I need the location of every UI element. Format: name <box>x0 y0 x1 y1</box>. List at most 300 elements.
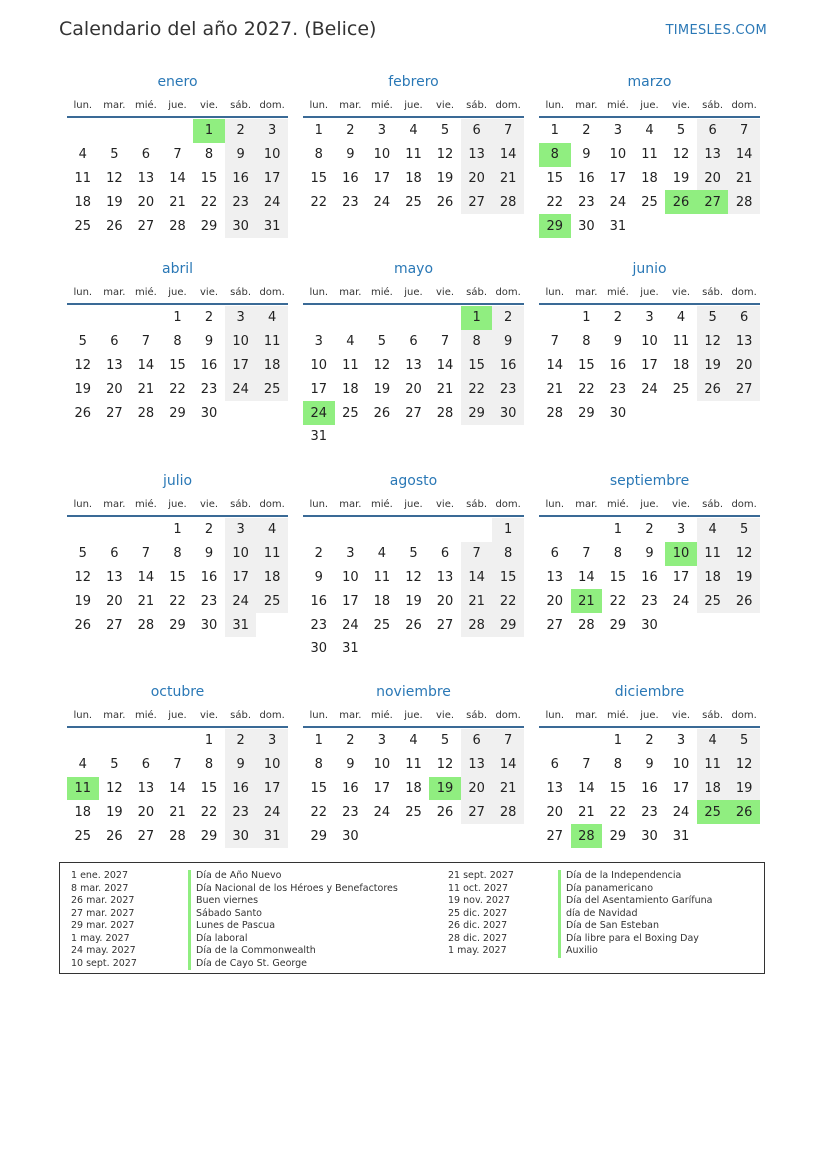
day-cell[interactable]: 26 <box>405 617 422 633</box>
day-cell[interactable]: 16 <box>225 167 257 191</box>
day-cell[interactable]: 11 <box>641 147 658 163</box>
day-cell[interactable]: 4 <box>346 334 355 350</box>
day-cell[interactable]: 27 <box>461 190 493 214</box>
day-cell[interactable]: 10 <box>672 757 690 773</box>
day-cell[interactable]: 6 <box>409 334 418 350</box>
day-cell[interactable]: 22 <box>609 593 627 609</box>
day-cell[interactable]: 19 <box>672 170 690 186</box>
day-cell[interactable]: 22 <box>578 381 595 397</box>
day-cell[interactable]: 19 <box>436 170 454 186</box>
day-cell[interactable]: 16 <box>578 170 595 186</box>
day-cell[interactable]: 10 <box>665 542 697 566</box>
day-cell[interactable]: 8 <box>613 546 623 562</box>
day-cell[interactable]: 15 <box>578 357 595 373</box>
day-cell[interactable]: 5 <box>440 733 450 749</box>
day-cell[interactable]: 30 <box>225 824 257 848</box>
day-cell[interactable]: 26 <box>74 617 92 633</box>
day-cell[interactable]: 24 <box>672 804 690 820</box>
day-cell[interactable]: 4 <box>697 518 729 542</box>
day-cell[interactable]: 27 <box>461 800 493 824</box>
day-cell[interactable]: 5 <box>697 306 729 330</box>
day-cell[interactable]: 4 <box>78 757 87 773</box>
day-cell[interactable]: 17 <box>256 167 288 191</box>
day-cell[interactable]: 16 <box>641 569 658 585</box>
day-cell[interactable]: 25 <box>74 218 92 234</box>
day-cell[interactable]: 21 <box>578 804 595 820</box>
day-cell[interactable]: 1 <box>550 123 559 139</box>
day-cell[interactable]: 31 <box>225 613 257 637</box>
day-cell[interactable]: 25 <box>342 405 359 421</box>
day-cell[interactable]: 1 <box>314 733 323 749</box>
day-cell[interactable]: 25 <box>672 381 690 397</box>
day-cell[interactable]: 31 <box>256 214 288 238</box>
day-cell[interactable]: 26 <box>728 589 760 613</box>
day-cell[interactable]: 2 <box>346 733 355 749</box>
day-cell[interactable]: 24 <box>672 593 690 609</box>
day-cell[interactable]: 16 <box>310 593 328 609</box>
day-cell[interactable]: 2 <box>492 306 524 330</box>
day-cell[interactable]: 20 <box>461 777 493 801</box>
day-cell[interactable]: 1 <box>204 733 214 749</box>
day-cell[interactable]: 15 <box>310 170 328 186</box>
day-cell[interactable]: 6 <box>110 546 119 562</box>
day-cell[interactable]: 25 <box>74 828 92 844</box>
day-cell[interactable]: 15 <box>310 780 328 796</box>
day-cell[interactable]: 20 <box>546 804 564 820</box>
day-cell[interactable]: 4 <box>377 546 387 562</box>
day-cell[interactable]: 13 <box>137 170 155 186</box>
day-cell[interactable]: 26 <box>106 828 123 844</box>
day-cell[interactable]: 19 <box>373 381 391 397</box>
day-cell[interactable]: 26 <box>373 405 391 421</box>
day-cell[interactable]: 9 <box>645 546 654 562</box>
day-cell[interactable]: 3 <box>314 334 323 350</box>
day-cell[interactable]: 5 <box>78 546 87 562</box>
day-cell[interactable]: 21 <box>169 194 186 210</box>
day-cell[interactable]: 1 <box>193 119 225 143</box>
day-cell[interactable]: 21 <box>436 381 454 397</box>
day-cell[interactable]: 17 <box>641 357 658 373</box>
day-cell[interactable]: 10 <box>641 334 658 350</box>
day-cell[interactable]: 12 <box>106 170 123 186</box>
day-cell[interactable]: 1 <box>492 518 524 542</box>
day-cell[interactable]: 14 <box>137 357 155 373</box>
day-cell[interactable]: 18 <box>256 354 288 378</box>
day-cell[interactable]: 21 <box>137 381 155 397</box>
day-cell[interactable]: 27 <box>436 617 454 633</box>
day-cell[interactable]: 9 <box>582 147 591 163</box>
day-cell[interactable]: 7 <box>728 119 760 143</box>
day-cell[interactable]: 2 <box>582 123 591 139</box>
day-cell[interactable]: 18 <box>74 804 92 820</box>
day-cell[interactable]: 2 <box>204 522 214 538</box>
day-cell[interactable]: 8 <box>204 757 214 773</box>
day-cell[interactable]: 19 <box>697 354 729 378</box>
day-cell[interactable]: 27 <box>697 190 729 214</box>
day-cell[interactable]: 19 <box>106 194 123 210</box>
day-cell[interactable]: 28 <box>578 617 595 633</box>
day-cell[interactable]: 19 <box>405 593 422 609</box>
day-cell[interactable]: 3 <box>377 733 387 749</box>
day-cell[interactable]: 18 <box>697 566 729 590</box>
day-cell[interactable]: 15 <box>609 780 627 796</box>
day-cell[interactable]: 10 <box>256 143 288 167</box>
day-cell[interactable]: 2 <box>225 729 257 753</box>
day-cell[interactable]: 22 <box>609 804 627 820</box>
day-cell[interactable]: 18 <box>373 593 391 609</box>
day-cell[interactable]: 22 <box>200 804 218 820</box>
day-cell[interactable]: 11 <box>67 777 99 801</box>
day-cell[interactable]: 18 <box>405 170 422 186</box>
day-cell[interactable]: 17 <box>256 777 288 801</box>
day-cell[interactable]: 23 <box>578 194 595 210</box>
day-cell[interactable]: 11 <box>256 330 288 354</box>
day-cell[interactable]: 7 <box>173 757 182 773</box>
day-cell[interactable]: 14 <box>436 357 454 373</box>
day-cell[interactable]: 1 <box>173 522 182 538</box>
day-cell[interactable]: 17 <box>225 566 257 590</box>
day-cell[interactable]: 30 <box>641 617 658 633</box>
day-cell[interactable]: 20 <box>137 194 155 210</box>
day-cell[interactable]: 6 <box>697 119 729 143</box>
day-cell[interactable]: 4 <box>697 729 729 753</box>
day-cell[interactable]: 29 <box>461 401 493 425</box>
day-cell[interactable]: 15 <box>609 569 627 585</box>
day-cell[interactable]: 12 <box>728 753 760 777</box>
day-cell[interactable]: 19 <box>74 593 92 609</box>
day-cell[interactable]: 21 <box>492 167 524 191</box>
day-cell[interactable]: 1 <box>613 733 623 749</box>
day-cell[interactable]: 26 <box>436 804 454 820</box>
day-cell[interactable]: 5 <box>377 334 387 350</box>
day-cell[interactable]: 14 <box>169 170 186 186</box>
day-cell[interactable]: 7 <box>492 119 524 143</box>
day-cell[interactable]: 24 <box>303 401 335 425</box>
day-cell[interactable]: 24 <box>256 800 288 824</box>
day-cell[interactable]: 25 <box>697 800 729 824</box>
day-cell[interactable]: 16 <box>609 357 627 373</box>
day-cell[interactable]: 7 <box>440 334 450 350</box>
day-cell[interactable]: 24 <box>342 617 359 633</box>
day-cell[interactable]: 3 <box>676 522 686 538</box>
day-cell[interactable]: 3 <box>256 119 288 143</box>
day-cell[interactable]: 18 <box>672 357 690 373</box>
day-cell[interactable]: 2 <box>314 546 323 562</box>
day-cell[interactable]: 8 <box>539 143 571 167</box>
day-cell[interactable]: 27 <box>106 617 123 633</box>
day-cell[interactable]: 3 <box>613 123 623 139</box>
day-cell[interactable]: 17 <box>672 569 690 585</box>
day-cell[interactable]: 22 <box>310 804 328 820</box>
day-cell[interactable]: 5 <box>728 518 760 542</box>
day-cell[interactable]: 6 <box>728 306 760 330</box>
day-cell[interactable]: 25 <box>373 617 391 633</box>
day-cell[interactable]: 3 <box>645 310 654 326</box>
day-cell[interactable]: 22 <box>546 194 564 210</box>
day-cell[interactable]: 14 <box>492 143 524 167</box>
day-cell[interactable]: 8 <box>582 334 591 350</box>
day-cell[interactable]: 21 <box>461 589 493 613</box>
day-cell[interactable]: 11 <box>74 170 92 186</box>
day-cell[interactable]: 27 <box>106 405 123 421</box>
day-cell[interactable]: 28 <box>169 828 186 844</box>
day-cell[interactable]: 17 <box>225 354 257 378</box>
day-cell[interactable]: 28 <box>546 405 564 421</box>
day-cell[interactable]: 13 <box>461 753 493 777</box>
day-cell[interactable]: 1 <box>613 522 623 538</box>
day-cell[interactable]: 29 <box>169 405 186 421</box>
day-cell[interactable]: 1 <box>173 310 182 326</box>
day-cell[interactable]: 28 <box>137 405 155 421</box>
day-cell[interactable]: 5 <box>110 757 119 773</box>
day-cell[interactable]: 30 <box>225 214 257 238</box>
day-cell[interactable]: 26 <box>106 218 123 234</box>
day-cell[interactable]: 9 <box>204 546 214 562</box>
day-cell[interactable]: 24 <box>373 194 391 210</box>
day-cell[interactable]: 2 <box>645 522 654 538</box>
day-cell[interactable]: 10 <box>609 147 627 163</box>
day-cell[interactable]: 2 <box>346 123 355 139</box>
day-cell[interactable]: 6 <box>110 334 119 350</box>
day-cell[interactable]: 15 <box>492 566 524 590</box>
day-cell[interactable]: 20 <box>436 593 454 609</box>
day-cell[interactable]: 29 <box>200 828 218 844</box>
day-cell[interactable]: 11 <box>405 147 422 163</box>
day-cell[interactable]: 1 <box>582 310 591 326</box>
day-cell[interactable]: 26 <box>697 377 729 401</box>
day-cell[interactable]: 23 <box>342 804 359 820</box>
day-cell[interactable]: 8 <box>173 546 182 562</box>
day-cell[interactable]: 14 <box>461 566 493 590</box>
day-cell[interactable]: 21 <box>137 593 155 609</box>
day-cell[interactable]: 12 <box>106 780 123 796</box>
day-cell[interactable]: 27 <box>728 377 760 401</box>
day-cell[interactable]: 23 <box>641 804 658 820</box>
day-cell[interactable]: 4 <box>645 123 654 139</box>
day-cell[interactable]: 20 <box>461 167 493 191</box>
day-cell[interactable]: 10 <box>373 757 391 773</box>
day-cell[interactable]: 29 <box>492 613 524 637</box>
day-cell[interactable]: 23 <box>225 190 257 214</box>
day-cell[interactable]: 14 <box>578 569 595 585</box>
day-cell[interactable]: 22 <box>200 194 218 210</box>
day-cell[interactable]: 13 <box>728 330 760 354</box>
day-cell[interactable]: 7 <box>141 546 151 562</box>
day-cell[interactable]: 14 <box>137 569 155 585</box>
day-cell[interactable]: 31 <box>672 828 690 844</box>
day-cell[interactable]: 20 <box>405 381 422 397</box>
day-cell[interactable]: 20 <box>106 593 123 609</box>
day-cell[interactable]: 31 <box>609 218 627 234</box>
day-cell[interactable]: 19 <box>429 777 461 801</box>
day-cell[interactable]: 30 <box>310 641 328 657</box>
day-cell[interactable]: 13 <box>405 357 422 373</box>
day-cell[interactable]: 3 <box>676 733 686 749</box>
day-cell[interactable]: 8 <box>461 330 493 354</box>
day-cell[interactable]: 4 <box>256 518 288 542</box>
day-cell[interactable]: 29 <box>200 218 218 234</box>
day-cell[interactable]: 23 <box>200 381 218 397</box>
day-cell[interactable]: 13 <box>697 143 729 167</box>
day-cell[interactable]: 11 <box>256 542 288 566</box>
day-cell[interactable]: 16 <box>342 170 359 186</box>
day-cell[interactable]: 21 <box>492 777 524 801</box>
day-cell[interactable]: 14 <box>546 357 564 373</box>
day-cell[interactable]: 7 <box>173 147 182 163</box>
day-cell[interactable]: 31 <box>256 824 288 848</box>
day-cell[interactable]: 20 <box>137 804 155 820</box>
day-cell[interactable]: 5 <box>676 123 686 139</box>
day-cell[interactable]: 25 <box>405 194 422 210</box>
day-cell[interactable]: 22 <box>169 593 186 609</box>
day-cell[interactable]: 18 <box>697 777 729 801</box>
day-cell[interactable]: 26 <box>665 190 697 214</box>
day-cell[interactable]: 7 <box>582 546 591 562</box>
day-cell[interactable]: 13 <box>546 780 564 796</box>
day-cell[interactable]: 5 <box>440 123 450 139</box>
day-cell[interactable]: 5 <box>110 147 119 163</box>
day-cell[interactable]: 6 <box>461 729 493 753</box>
day-cell[interactable]: 28 <box>728 190 760 214</box>
day-cell[interactable]: 9 <box>204 334 214 350</box>
day-cell[interactable]: 28 <box>492 190 524 214</box>
day-cell[interactable]: 15 <box>200 780 218 796</box>
day-cell[interactable]: 11 <box>697 542 729 566</box>
day-cell[interactable]: 25 <box>405 804 422 820</box>
day-cell[interactable]: 18 <box>405 780 422 796</box>
day-cell[interactable]: 19 <box>728 777 760 801</box>
day-cell[interactable]: 30 <box>641 828 658 844</box>
day-cell[interactable]: 2 <box>645 733 654 749</box>
day-cell[interactable]: 17 <box>373 170 391 186</box>
day-cell[interactable]: 19 <box>106 804 123 820</box>
day-cell[interactable]: 12 <box>405 569 422 585</box>
day-cell[interactable]: 23 <box>609 381 627 397</box>
day-cell[interactable]: 3 <box>225 518 257 542</box>
day-cell[interactable]: 13 <box>106 357 123 373</box>
day-cell[interactable]: 10 <box>225 330 257 354</box>
day-cell[interactable]: 1 <box>461 306 493 330</box>
day-cell[interactable]: 7 <box>492 729 524 753</box>
day-cell[interactable]: 11 <box>405 757 422 773</box>
day-cell[interactable]: 14 <box>169 780 186 796</box>
day-cell[interactable]: 4 <box>409 733 418 749</box>
day-cell[interactable]: 5 <box>728 729 760 753</box>
day-cell[interactable]: 6 <box>440 546 450 562</box>
day-cell[interactable]: 24 <box>373 804 391 820</box>
day-cell[interactable]: 30 <box>492 401 524 425</box>
day-cell[interactable]: 28 <box>492 800 524 824</box>
day-cell[interactable]: 24 <box>256 190 288 214</box>
day-cell[interactable]: 11 <box>672 334 690 350</box>
day-cell[interactable]: 4 <box>256 306 288 330</box>
day-cell[interactable]: 28 <box>169 218 186 234</box>
day-cell[interactable]: 12 <box>74 357 92 373</box>
day-cell[interactable]: 13 <box>436 569 454 585</box>
day-cell[interactable]: 20 <box>546 593 564 609</box>
day-cell[interactable]: 30 <box>200 405 218 421</box>
day-cell[interactable]: 23 <box>310 617 328 633</box>
day-cell[interactable]: 20 <box>697 167 729 191</box>
day-cell[interactable]: 8 <box>314 757 323 773</box>
day-cell[interactable]: 12 <box>672 147 690 163</box>
day-cell[interactable]: 17 <box>672 780 690 796</box>
day-cell[interactable]: 11 <box>697 753 729 777</box>
day-cell[interactable]: 24 <box>609 194 627 210</box>
day-cell[interactable]: 29 <box>609 617 627 633</box>
day-cell[interactable]: 29 <box>310 828 328 844</box>
day-cell[interactable]: 29 <box>578 405 595 421</box>
day-cell[interactable]: 30 <box>609 405 627 421</box>
day-cell[interactable]: 18 <box>74 194 92 210</box>
day-cell[interactable]: 6 <box>461 119 493 143</box>
day-cell[interactable]: 9 <box>346 757 355 773</box>
day-cell[interactable]: 25 <box>697 589 729 613</box>
day-cell[interactable]: 10 <box>310 357 328 373</box>
day-cell[interactable]: 30 <box>342 828 359 844</box>
day-cell[interactable]: 6 <box>141 147 151 163</box>
day-cell[interactable]: 7 <box>582 757 591 773</box>
day-cell[interactable]: 24 <box>225 589 257 613</box>
day-cell[interactable]: 24 <box>225 377 257 401</box>
day-cell[interactable]: 7 <box>550 334 559 350</box>
day-cell[interactable]: 19 <box>74 381 92 397</box>
day-cell[interactable]: 27 <box>137 828 155 844</box>
day-cell[interactable]: 12 <box>728 542 760 566</box>
day-cell[interactable]: 25 <box>256 377 288 401</box>
day-cell[interactable]: 6 <box>550 757 559 773</box>
day-cell[interactable]: 6 <box>141 757 151 773</box>
day-cell[interactable]: 8 <box>492 542 524 566</box>
day-cell[interactable]: 16 <box>200 569 218 585</box>
day-cell[interactable]: 4 <box>409 123 418 139</box>
day-cell[interactable]: 13 <box>461 143 493 167</box>
day-cell[interactable]: 25 <box>641 194 658 210</box>
day-cell[interactable]: 16 <box>342 780 359 796</box>
day-cell[interactable]: 27 <box>405 405 422 421</box>
day-cell[interactable]: 12 <box>74 569 92 585</box>
day-cell[interactable]: 27 <box>546 828 564 844</box>
day-cell[interactable]: 22 <box>461 377 493 401</box>
day-cell[interactable]: 31 <box>310 429 328 445</box>
day-cell[interactable]: 16 <box>200 357 218 373</box>
day-cell[interactable]: 7 <box>461 542 493 566</box>
day-cell[interactable]: 14 <box>728 143 760 167</box>
day-cell[interactable]: 12 <box>436 147 454 163</box>
day-cell[interactable]: 8 <box>314 147 323 163</box>
day-cell[interactable]: 9 <box>613 334 623 350</box>
day-cell[interactable]: 10 <box>373 147 391 163</box>
day-cell[interactable]: 29 <box>169 617 186 633</box>
day-cell[interactable]: 21 <box>571 589 603 613</box>
day-cell[interactable]: 16 <box>225 777 257 801</box>
day-cell[interactable]: 20 <box>728 354 760 378</box>
site-link[interactable]: TIMESLES.COM <box>665 23 767 38</box>
day-cell[interactable]: 27 <box>137 218 155 234</box>
day-cell[interactable]: 15 <box>169 357 186 373</box>
day-cell[interactable]: 27 <box>546 617 564 633</box>
day-cell[interactable]: 22 <box>310 194 328 210</box>
day-cell[interactable]: 9 <box>346 147 355 163</box>
day-cell[interactable]: 17 <box>342 593 359 609</box>
day-cell[interactable]: 11 <box>373 569 391 585</box>
day-cell[interactable]: 26 <box>436 194 454 210</box>
day-cell[interactable]: 10 <box>342 569 359 585</box>
day-cell[interactable]: 21 <box>546 381 564 397</box>
day-cell[interactable]: 15 <box>200 170 218 186</box>
day-cell[interactable]: 23 <box>225 800 257 824</box>
day-cell[interactable]: 17 <box>373 780 391 796</box>
